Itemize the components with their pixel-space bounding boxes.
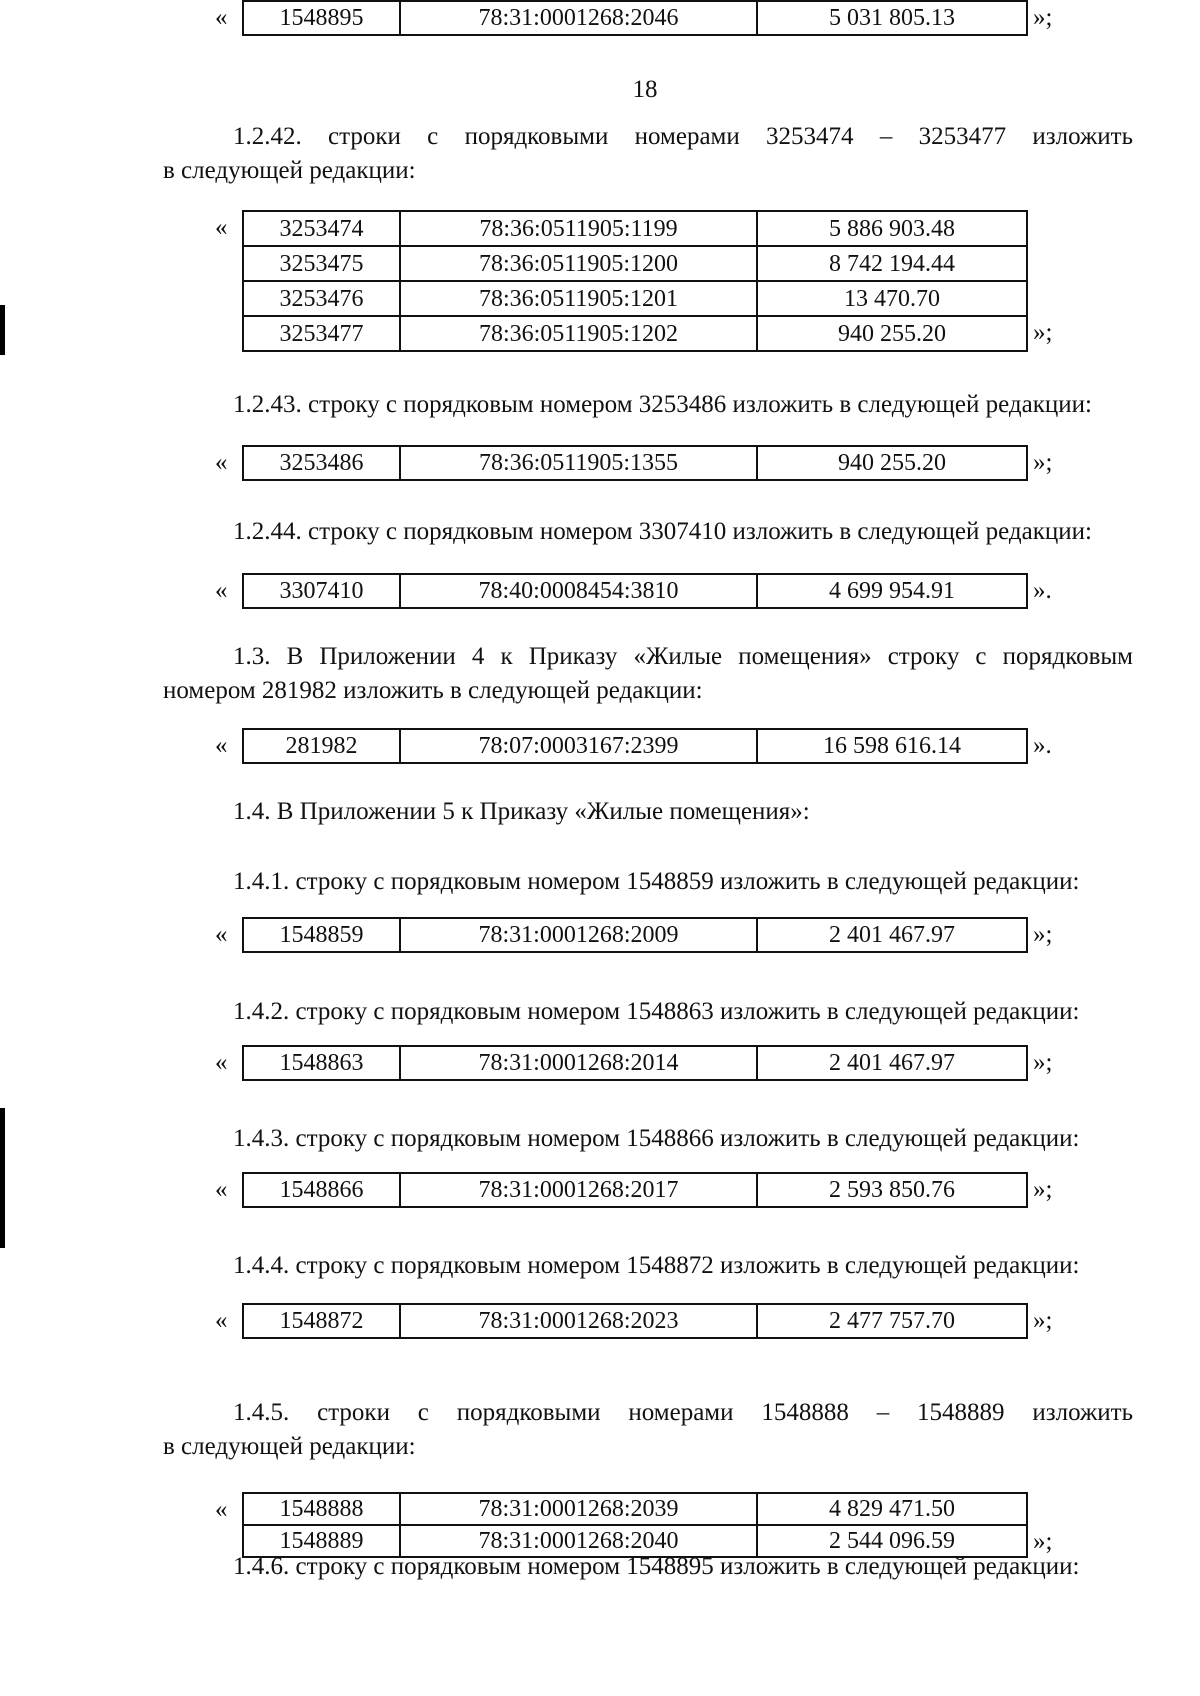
data-table — [242, 445, 1028, 481]
opening-quote: « — [215, 732, 228, 759]
cadastral-number-cell: 78:31:0001268:2009 — [400, 918, 757, 952]
table-row — [243, 1304, 1027, 1338]
data-table — [242, 1172, 1028, 1208]
opening-quote: « — [215, 214, 228, 241]
data-table — [242, 917, 1028, 953]
paragraph — [233, 1122, 1133, 1156]
table-row — [243, 281, 1027, 316]
paragraph-line: 1.2.44. строку с порядковым номером 3307410 изложить в следующей редакции: — [233, 518, 1092, 545]
data-table — [242, 1045, 1028, 1081]
row-number-cell: 3307410 — [243, 574, 400, 608]
paragraph-line: в следующей редакции: — [163, 157, 416, 184]
value-cell: 5 886 903.48 — [757, 211, 1027, 246]
replacement-table-block — [215, 1045, 1075, 1083]
row-number-cell: 1548872 — [243, 1304, 400, 1338]
cadastral-number-cell: 78:31:0001268:2014 — [400, 1046, 757, 1080]
replacement-table-block — [215, 210, 1075, 354]
paragraph-line: 1.4.4. строку с порядковым номером 1548872 изложить в следующей редакции: — [233, 1252, 1080, 1279]
scan-edge-mark — [0, 1108, 5, 1248]
opening-quote: « — [215, 1176, 228, 1203]
table-row — [243, 211, 1027, 246]
cadastral-number-cell: 78:31:0001268:2046 — [400, 1, 757, 35]
row-number-cell: 1548863 — [243, 1046, 400, 1080]
opening-quote: « — [215, 449, 228, 476]
closing-quote: ». — [1033, 732, 1052, 759]
row-number-cell: 1548889 — [243, 1525, 400, 1557]
data-table — [242, 1492, 1028, 1558]
row-number-cell: 1548859 — [243, 918, 400, 952]
closing-quote: »; — [1033, 1176, 1053, 1203]
closing-quote: »; — [1033, 921, 1053, 948]
row-number-cell: 3253474 — [243, 211, 400, 246]
paragraph — [163, 120, 1133, 188]
replacement-table-block — [215, 573, 1075, 611]
opening-quote: « — [215, 4, 228, 31]
cadastral-number-cell: 78:31:0001268:2017 — [400, 1173, 757, 1207]
value-cell: 2 477 757.70 — [757, 1304, 1027, 1338]
table-row — [243, 1493, 1027, 1525]
paragraph-line: 1.4. В Приложении 5 к Приказу «Жилые помещения»: — [233, 798, 810, 825]
opening-quote: « — [215, 577, 228, 604]
paragraph-line: номером 281982 изложить в следующей редакции: — [163, 677, 703, 704]
paragraph-line: 1.4.6. строку с порядковым номером 1548895 изложить в следующей редакции: — [233, 1553, 1080, 1580]
row-number-cell: 1548895 — [243, 1, 400, 35]
replacement-table-block — [215, 445, 1075, 483]
cadastral-number-cell: 78:36:0511905:1202 — [400, 316, 757, 351]
cadastral-number-cell: 78:36:0511905:1355 — [400, 446, 757, 480]
paragraph — [233, 865, 1133, 899]
value-cell: 2 401 467.97 — [757, 918, 1027, 952]
cadastral-number-cell: 78:31:0001268:2023 — [400, 1304, 757, 1338]
row-number-cell: 3253476 — [243, 281, 400, 316]
opening-quote: « — [215, 921, 228, 948]
table-row — [243, 1, 1027, 35]
value-cell: 16 598 616.14 — [757, 729, 1027, 763]
opening-quote: « — [215, 1049, 228, 1076]
paragraph-line: 1.2.42. строки с порядковыми номерами 3253474 – 3253477 изложить — [233, 123, 1133, 150]
value-cell: 2 593 850.76 — [757, 1173, 1027, 1207]
cadastral-number-cell: 78:31:0001268:2040 — [400, 1525, 757, 1557]
paragraph-line: в следующей редакции: — [163, 1433, 416, 1460]
table-row — [243, 316, 1027, 351]
table-row — [243, 729, 1027, 763]
closing-quote: »; — [1033, 1528, 1053, 1555]
paragraph-line: 1.2.43. строку с порядковым номером 3253486 изложить в следующей редакции: — [233, 391, 1092, 418]
closing-quote: »; — [1033, 319, 1053, 346]
closing-quote: ». — [1033, 577, 1052, 604]
data-table — [242, 1303, 1028, 1339]
value-cell: 4 699 954.91 — [757, 574, 1027, 608]
value-cell: 940 255.20 — [757, 446, 1027, 480]
closing-quote: »; — [1033, 449, 1053, 476]
paragraph — [163, 640, 1133, 708]
data-table — [242, 573, 1028, 609]
value-cell: 2 544 096.59 — [757, 1525, 1027, 1557]
table-row — [243, 918, 1027, 952]
row-number-cell: 281982 — [243, 729, 400, 763]
page-number: 18 — [632, 76, 658, 103]
value-cell: 8 742 194.44 — [757, 246, 1027, 281]
table-row — [243, 1046, 1027, 1080]
cadastral-number-cell: 78:36:0511905:1200 — [400, 246, 757, 281]
value-cell: 940 255.20 — [757, 316, 1027, 351]
opening-quote: « — [215, 1496, 228, 1523]
table-row — [243, 1173, 1027, 1207]
value-cell: 13 470.70 — [757, 281, 1027, 316]
row-number-cell: 3253486 — [243, 446, 400, 480]
replacement-table-block — [215, 1303, 1075, 1341]
paragraph — [233, 1249, 1133, 1283]
paragraph-line: 1.4.1. строку с порядковым номером 1548859 изложить в следующей редакции: — [233, 868, 1080, 895]
table-row — [243, 446, 1027, 480]
cadastral-number-cell: 78:36:0511905:1201 — [400, 281, 757, 316]
data-table — [242, 210, 1028, 352]
scan-edge-mark — [0, 305, 5, 355]
closing-quote: »; — [1033, 1049, 1053, 1076]
paragraph-line: 1.4.5. строки с порядковыми номерами 1548888 – 1548889 изложить — [233, 1399, 1133, 1426]
closing-quote: »; — [1033, 1307, 1053, 1334]
paragraph — [233, 515, 1133, 549]
closing-quote: »; — [1033, 4, 1053, 31]
replacement-table-block — [215, 728, 1075, 766]
value-cell: 4 829 471.50 — [757, 1493, 1027, 1525]
paragraph — [233, 1550, 1133, 1584]
data-table — [242, 0, 1028, 36]
row-number-cell: 1548866 — [243, 1173, 400, 1207]
value-cell: 2 401 467.97 — [757, 1046, 1027, 1080]
replacement-table-block — [215, 0, 1075, 38]
paragraph — [163, 1396, 1133, 1464]
replacement-table-block — [215, 1172, 1075, 1210]
table-row — [243, 574, 1027, 608]
replacement-table-block — [215, 917, 1075, 955]
opening-quote: « — [215, 1307, 228, 1334]
row-number-cell: 3253475 — [243, 246, 400, 281]
cadastral-number-cell: 78:40:0008454:3810 — [400, 574, 757, 608]
cadastral-number-cell: 78:07:0003167:2399 — [400, 729, 757, 763]
paragraph — [233, 795, 1133, 829]
paragraph — [233, 388, 1133, 422]
row-number-cell: 3253477 — [243, 316, 400, 351]
cadastral-number-cell: 78:36:0511905:1199 — [400, 211, 757, 246]
value-cell: 5 031 805.13 — [757, 1, 1027, 35]
row-number-cell: 1548888 — [243, 1493, 400, 1525]
paragraph-line: 1.4.3. строку с порядковым номером 1548866 изложить в следующей редакции: — [233, 1125, 1080, 1152]
data-table — [242, 728, 1028, 764]
paragraph-line: 1.4.2. строку с порядковым номером 1548863 изложить в следующей редакции: — [233, 998, 1080, 1025]
cadastral-number-cell: 78:31:0001268:2039 — [400, 1493, 757, 1525]
paragraph — [233, 995, 1133, 1029]
table-row — [243, 246, 1027, 281]
paragraph-line: 1.3. В Приложении 4 к Приказу «Жилые помещения» строку с порядковым — [233, 643, 1133, 670]
